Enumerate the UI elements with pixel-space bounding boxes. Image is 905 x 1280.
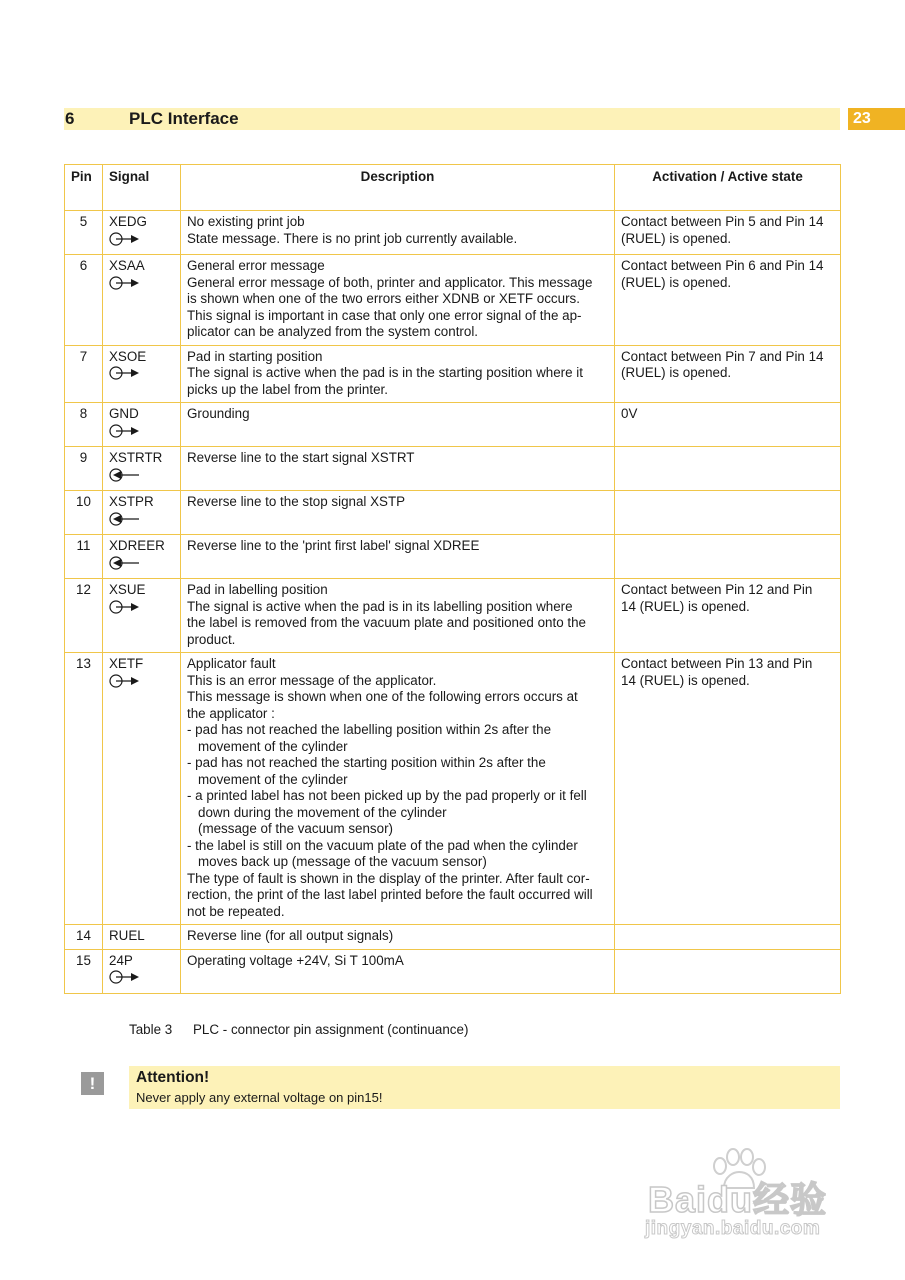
pin-cell: 5 [65, 211, 103, 255]
description-line: State message. There is no print job currently available. [187, 230, 518, 246]
activation-line: 14 (RUEL) is opened. [621, 598, 750, 614]
signal-cell [103, 535, 181, 579]
table-caption-label: Table 3 [129, 1022, 173, 1037]
table-row [65, 447, 841, 491]
activation-line: Contact between Pin 13 and Pin [621, 656, 813, 671]
description-cell [181, 403, 615, 447]
description-cell [181, 447, 615, 491]
description-line: moves back up (message of the vacuum sensor) [198, 854, 487, 869]
description-line: - pad has not reached the labelling position within 2s after the [187, 722, 552, 737]
description-line: is shown when one of the two errors either XDNB or XETF occurs. [187, 291, 580, 306]
activation-line: Contact between Pin 6 and Pin 14 [621, 258, 824, 273]
signal-cell [103, 491, 181, 535]
description-cell [181, 255, 615, 346]
description-line: The signal is active when the pad is in its labelling position where [187, 598, 573, 614]
output-signal-icon [109, 970, 141, 984]
table-row [65, 925, 841, 950]
activation-cell [615, 447, 841, 491]
description-line: The signal is active when the pad is in the starting position where it [187, 365, 583, 380]
description-line: The type of fault is shown in the display of the printer. After fault cor- [187, 870, 590, 886]
activation-cell [615, 491, 841, 535]
pin-cell: 15 [65, 949, 103, 993]
signal-cell [103, 345, 181, 403]
activation-cell [615, 211, 841, 255]
activation-line: (RUEL) is opened. [621, 274, 732, 290]
pin-cell: 6 [65, 255, 103, 346]
table-header-row [65, 165, 841, 211]
activation-line: Contact between Pin 5 and Pin 14 [621, 214, 824, 229]
table-row [65, 403, 841, 447]
input-signal-icon [109, 512, 141, 526]
chapter-title: PLC Interface [129, 109, 239, 128]
signal-name: GND [109, 406, 139, 421]
column-header-description: Description [181, 165, 615, 211]
description-line: General error message of both, printer and applicator. This message [187, 274, 593, 290]
signal-name: XETF [109, 656, 144, 671]
page-number: 23 [848, 108, 905, 130]
signal-cell [103, 653, 181, 925]
table-row [65, 491, 841, 535]
chapter-number: 6 [65, 109, 75, 128]
table-body [65, 211, 841, 994]
activation-cell [615, 403, 841, 447]
signal-name: XDREER [109, 538, 165, 553]
activation-cell [615, 579, 841, 653]
attention-title: Attention! [136, 1069, 210, 1086]
description-line: picks up the label from the printer. [187, 381, 388, 397]
watermark-logo-text: Baidu经验 [648, 1179, 828, 1220]
description-line: - the label is still on the vacuum plate of the pad when the cylinder [187, 837, 578, 853]
column-header-pin: Pin [65, 165, 103, 211]
table-row [65, 255, 841, 346]
attention-icon: ! [81, 1072, 104, 1095]
signal-cell [103, 255, 181, 346]
description-cell [181, 653, 615, 925]
pin-assignment-table [64, 164, 841, 994]
signal-cell [103, 949, 181, 993]
pin-cell: 10 [65, 491, 103, 535]
description-cell [181, 579, 615, 653]
table-row [65, 535, 841, 579]
description-line: Reverse line to the 'print first label' signal XDREE [187, 538, 480, 553]
description-line: Reverse line to the start signal XSTRT [187, 450, 415, 465]
column-header-activation: Activation / Active state [615, 165, 841, 211]
output-signal-icon [109, 366, 141, 380]
description-line: product. [187, 631, 236, 647]
signal-cell [103, 925, 181, 950]
signal-name: XEDG [109, 214, 147, 229]
output-signal-icon [109, 674, 141, 688]
activation-line: Contact between Pin 12 and Pin [621, 582, 813, 597]
description-cell [181, 535, 615, 579]
signal-cell [103, 211, 181, 255]
activation-line: 0V [621, 406, 638, 421]
description-cell [181, 211, 615, 255]
description-cell [181, 491, 615, 535]
activation-cell [615, 535, 841, 579]
description-line: This message is shown when one of the following errors occurs at [187, 689, 578, 704]
output-signal-icon [109, 600, 141, 614]
input-signal-icon [109, 468, 141, 482]
activation-line: (RUEL) is opened. [621, 230, 732, 246]
description-line: This is an error message of the applicator. [187, 672, 437, 688]
signal-cell [103, 579, 181, 653]
table-row [65, 653, 841, 925]
signal-name: XSTRTR [109, 450, 163, 465]
description-line: Grounding [187, 406, 250, 421]
description-line: - pad has not reached the starting position within 2s after the [187, 755, 546, 770]
description-line: down during the movement of the cylinder [198, 804, 447, 820]
description-line: General error message [187, 258, 325, 273]
activation-line: Contact between Pin 7 and Pin 14 [621, 348, 824, 364]
description-line: plicator can be analyzed from the system control. [187, 324, 479, 339]
description-cell [181, 345, 615, 403]
table-caption-text: PLC - connector pin assignment (continuance) [193, 1022, 469, 1037]
description-line: Operating voltage +24V, Si T 100mA [187, 952, 404, 968]
description-line: This signal is important in case that only one error signal of the ap- [187, 307, 582, 323]
description-line: movement of the cylinder [198, 738, 348, 754]
pin-cell: 8 [65, 403, 103, 447]
activation-line: 14 (RUEL) is opened. [621, 672, 750, 688]
description-line: Applicator fault [187, 656, 276, 671]
activation-cell [615, 949, 841, 993]
table-row [65, 211, 841, 255]
signal-name: XSOE [109, 348, 147, 364]
watermark-url: jingyan.baidu.com [645, 1218, 821, 1239]
description-line: movement of the cylinder [198, 771, 348, 787]
pin-cell: 12 [65, 579, 103, 653]
signal-name: XSAA [109, 258, 145, 273]
pin-cell: 9 [65, 447, 103, 491]
description-line: Reverse line to the stop signal XSTP [187, 494, 406, 509]
attention-text: Never apply any external voltage on pin15! [136, 1090, 383, 1105]
pin-cell: 13 [65, 653, 103, 925]
description-line: Pad in starting position [187, 348, 323, 364]
signal-name: 24P [109, 952, 133, 968]
activation-cell [615, 925, 841, 950]
column-header-signal: Signal [103, 165, 181, 211]
signal-cell [103, 403, 181, 447]
description-line: (message of the vacuum sensor) [198, 821, 393, 836]
output-signal-icon [109, 424, 141, 438]
table-row [65, 579, 841, 653]
table-row [65, 949, 841, 993]
description-line: - a printed label has not been picked up by the pad properly or it fell [187, 788, 587, 803]
signal-name: RUEL [109, 928, 145, 943]
pin-cell: 14 [65, 925, 103, 950]
activation-line: (RUEL) is opened. [621, 365, 732, 380]
description-line: the applicator : [187, 705, 275, 721]
signal-cell [103, 447, 181, 491]
output-signal-icon [109, 276, 141, 290]
description-line: Pad in labelling position [187, 582, 328, 597]
activation-cell [615, 255, 841, 346]
description-line: the label is removed from the vacuum plate and positioned onto the [187, 615, 586, 630]
description-cell [181, 925, 615, 950]
description-line: not be repeated. [187, 903, 285, 919]
table-row [65, 345, 841, 403]
activation-cell [615, 653, 841, 925]
pin-cell: 7 [65, 345, 103, 403]
input-signal-icon [109, 556, 141, 570]
pin-cell: 11 [65, 535, 103, 579]
description-line: rection, the print of the last label printed before the fault occurred will [187, 887, 593, 902]
description-cell [181, 949, 615, 993]
description-line: No existing print job [187, 214, 305, 229]
output-signal-icon [109, 232, 141, 246]
description-line: Reverse line (for all output signals) [187, 928, 394, 943]
signal-name: XSTPR [109, 494, 154, 509]
activation-cell [615, 345, 841, 403]
signal-name: XSUE [109, 582, 146, 597]
